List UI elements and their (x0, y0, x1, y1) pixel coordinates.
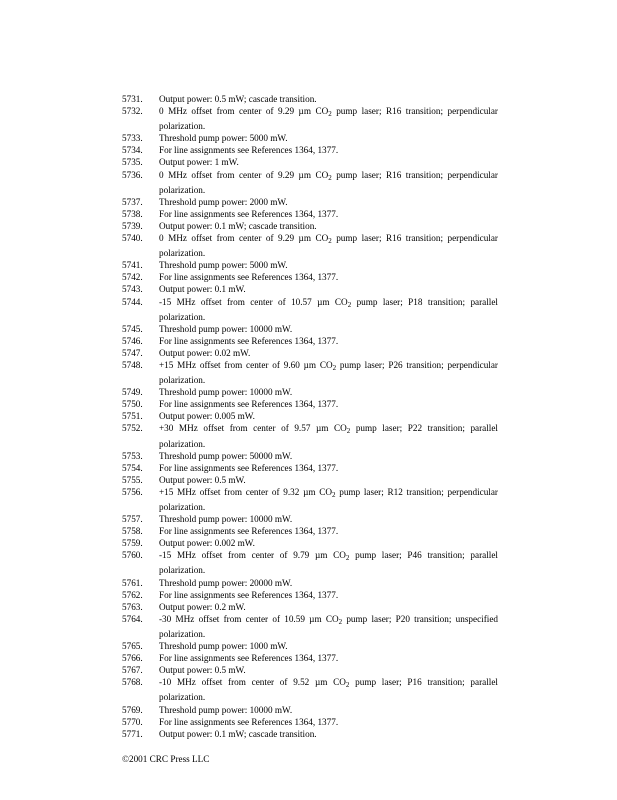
note-text-main: +15 MHz offset from center of 9.32 µm CO (159, 486, 332, 497)
co2-subscript: 2 (338, 617, 343, 626)
co2-subscript: 2 (347, 300, 352, 309)
co2-subscript: 2 (332, 490, 336, 499)
note-text-rest: pump laser; P26 transition; perpendicular polarization. (159, 359, 498, 386)
note-text-main: 0 MHz offset from center of 9.29 µm CO (159, 233, 329, 244)
note-number: 5751. (122, 411, 143, 422)
note-item (122, 474, 498, 486)
note-number: 5740. (122, 233, 143, 244)
note-text (159, 422, 498, 449)
note-item (122, 422, 498, 449)
co2-subscript: 2 (332, 363, 337, 372)
note-text-main: -15 MHz offset from center of 10.57 µm CO (159, 296, 348, 307)
note-text: Threshold pump power: 50000 mW. (159, 450, 293, 461)
co2-subscript: 2 (328, 173, 332, 182)
note-text (159, 676, 498, 703)
note-text: For line assignments see References 1364, 1377. (159, 145, 339, 156)
note-number: 5753. (122, 450, 143, 461)
note-item (122, 577, 498, 589)
note-text: Threshold pump power: 1000 mW. (159, 641, 288, 652)
note-item (122, 549, 498, 576)
note-text-main: 0 MHz offset from center of 9.29 µm CO (159, 169, 329, 180)
note-number: 5763. (122, 601, 143, 612)
note-text (159, 359, 498, 386)
note-text: Threshold pump power: 10000 mW. (159, 323, 293, 334)
note-item (122, 208, 498, 220)
note-text: For line assignments see References 1364, 1377. (159, 399, 339, 410)
note-number: 5756. (122, 486, 143, 497)
note-text-rest: pump laser; P20 transition; unspecified polarization. (159, 613, 498, 639)
note-item (122, 601, 498, 613)
note-text: For line assignments see References 1364, 1377. (159, 208, 339, 219)
note-text: For line assignments see References 1364, 1377. (159, 716, 339, 727)
note-text: Output power: 0.5 mW. (159, 665, 246, 676)
note-number: 5742. (122, 272, 143, 283)
note-number: 5770. (122, 716, 143, 727)
note-text (159, 169, 498, 196)
note-text (159, 549, 498, 576)
note-text-rest: pump laser; P18 transition; parallel polarization. (159, 296, 498, 322)
note-number: 5747. (122, 347, 143, 358)
note-text: For line assignments see References 1364, 1377. (159, 272, 339, 283)
note-number: 5758. (122, 526, 143, 537)
note-text: For line assignments see References 1364, 1377. (159, 335, 339, 346)
note-item (122, 589, 498, 601)
note-item (122, 105, 498, 132)
note-number: 5759. (122, 538, 143, 549)
note-item (122, 398, 498, 410)
note-item (122, 220, 498, 232)
note-text: Threshold pump power: 10000 mW. (159, 387, 293, 398)
note-text-rest: pump laser; R16 transition; perpendicular polarization. (159, 106, 498, 132)
note-item (122, 640, 498, 652)
note-text: Output power: 0.2 mW. (159, 601, 246, 612)
co2-subscript: 2 (328, 237, 332, 246)
note-number: 5749. (122, 387, 143, 398)
note-number: 5734. (122, 145, 143, 156)
co2-subscript: 2 (345, 554, 350, 563)
note-text-rest: pump laser; R16 transition; perpendicular polarization. (159, 233, 498, 259)
note-text: Output power: 1 mW. (159, 157, 239, 168)
note-text-main: -15 MHz offset from center of 9.79 µm CO (159, 550, 346, 561)
note-item (122, 132, 498, 144)
note-text (159, 613, 498, 640)
note-text: Threshold pump power: 10000 mW. (159, 704, 293, 715)
note-text (159, 105, 498, 132)
note-item (122, 450, 498, 462)
co2-subscript: 2 (346, 427, 351, 436)
note-number: 5744. (122, 296, 143, 307)
note-item (122, 283, 498, 295)
note-number: 5750. (122, 399, 143, 410)
note-text: Output power: 0.1 mW; cascade transition. (159, 220, 317, 231)
note-text: Output power: 0.02 mW. (159, 347, 251, 358)
note-text: Output power: 0.5 mW. (159, 474, 246, 485)
note-text: Threshold pump power: 5000 mW. (159, 260, 288, 271)
note-item (122, 232, 498, 259)
note-text: For line assignments see References 1364, 1377. (159, 462, 339, 473)
note-number: 5764. (122, 613, 143, 624)
note-text (159, 232, 498, 259)
note-text: Output power: 0.1 mW. (159, 284, 246, 295)
note-text-rest: pump laser; P22 transition; parallel polarization. (159, 423, 498, 449)
note-text-main: -10 MHz offset from center of 9.52 µm CO (159, 677, 346, 688)
copyright-footer: ©2001 CRC Press LLC (122, 754, 210, 764)
note-text: Output power: 0.5 mW; cascade transition. (159, 94, 317, 104)
note-item (122, 271, 498, 283)
note-number: 5748. (122, 359, 143, 370)
note-number: 5735. (122, 157, 143, 168)
note-number: 5745. (122, 323, 143, 334)
note-item (122, 386, 498, 398)
note-item (122, 169, 498, 196)
note-item (122, 347, 498, 359)
note-text: For line assignments see References 1364, 1377. (159, 653, 339, 664)
note-item (122, 704, 498, 716)
note-number: 5768. (122, 677, 143, 688)
note-item (122, 537, 498, 549)
footnote-list (122, 93, 498, 740)
note-text: Threshold pump power: 2000 mW. (159, 196, 288, 207)
note-item (122, 664, 498, 676)
note-item (122, 728, 498, 740)
note-number: 5760. (122, 550, 143, 561)
note-item (122, 513, 498, 525)
note-number: 5754. (122, 462, 143, 473)
note-number: 5752. (122, 423, 143, 434)
note-number: 5757. (122, 514, 143, 525)
note-number: 5733. (122, 133, 143, 144)
note-number: 5741. (122, 260, 143, 271)
note-text: Threshold pump power: 20000 mW. (159, 577, 293, 588)
note-text: For line assignments see References 1364, 1377. (159, 589, 339, 600)
note-text-main: +15 MHz offset from center of 9.60 µm CO (159, 359, 333, 370)
note-text: Output power: 0.005 mW. (159, 411, 255, 422)
note-text: For line assignments see References 1364, 1377. (159, 526, 339, 537)
note-number: 5765. (122, 641, 143, 652)
note-item (122, 486, 498, 513)
co2-subscript: 2 (345, 681, 350, 690)
note-number: 5761. (122, 577, 143, 588)
note-number: 5732. (122, 106, 143, 117)
note-item (122, 716, 498, 728)
note-item (122, 296, 498, 323)
note-number: 5762. (122, 589, 143, 600)
note-item (122, 359, 498, 386)
note-text (159, 486, 498, 513)
note-number: 5766. (122, 653, 143, 664)
note-number: 5767. (122, 665, 143, 676)
note-item (122, 323, 498, 335)
note-item (122, 156, 498, 168)
note-number: 5755. (122, 474, 143, 485)
note-item (122, 652, 498, 664)
note-item (122, 462, 498, 474)
note-item (122, 525, 498, 537)
note-item (122, 259, 498, 271)
note-text: Threshold pump power: 10000 mW. (159, 514, 293, 525)
note-item (122, 93, 498, 105)
note-text-main: +30 MHz offset from center of 9.57 µm CO (159, 423, 347, 434)
note-text (159, 296, 498, 323)
note-number: 5771. (122, 728, 143, 739)
note-text-rest: pump laser; P16 transition; parallel polarization. (159, 677, 498, 703)
co2-subscript: 2 (328, 110, 332, 119)
note-item (122, 335, 498, 347)
note-text-main: -30 MHz offset from center of 10.59 µm CO (159, 613, 339, 624)
note-number: 5731. (122, 94, 143, 104)
note-item (122, 196, 498, 208)
note-number: 5743. (122, 284, 143, 295)
note-item (122, 410, 498, 422)
note-number: 5739. (122, 220, 143, 231)
note-text-rest: pump laser; R16 transition; perpendicular polarization. (159, 169, 498, 195)
note-number: 5769. (122, 704, 143, 715)
note-text: Threshold pump power: 5000 mW. (159, 133, 288, 144)
note-number: 5736. (122, 169, 143, 180)
note-number: 5738. (122, 208, 143, 219)
note-number: 5746. (122, 335, 143, 346)
note-text: Output power: 0.002 mW. (159, 538, 255, 549)
note-text-main: 0 MHz offset from center of 9.29 µm CO (159, 106, 329, 117)
note-text-rest: pump laser; R12 transition; perpendicular polarization. (159, 486, 498, 512)
note-item (122, 613, 498, 640)
note-item (122, 676, 498, 703)
note-item (122, 144, 498, 156)
note-text-rest: pump laser; P46 transition; parallel polarization. (159, 550, 498, 576)
note-text: Output power: 0.1 mW; cascade transition. (159, 728, 317, 739)
note-number: 5737. (122, 196, 143, 207)
